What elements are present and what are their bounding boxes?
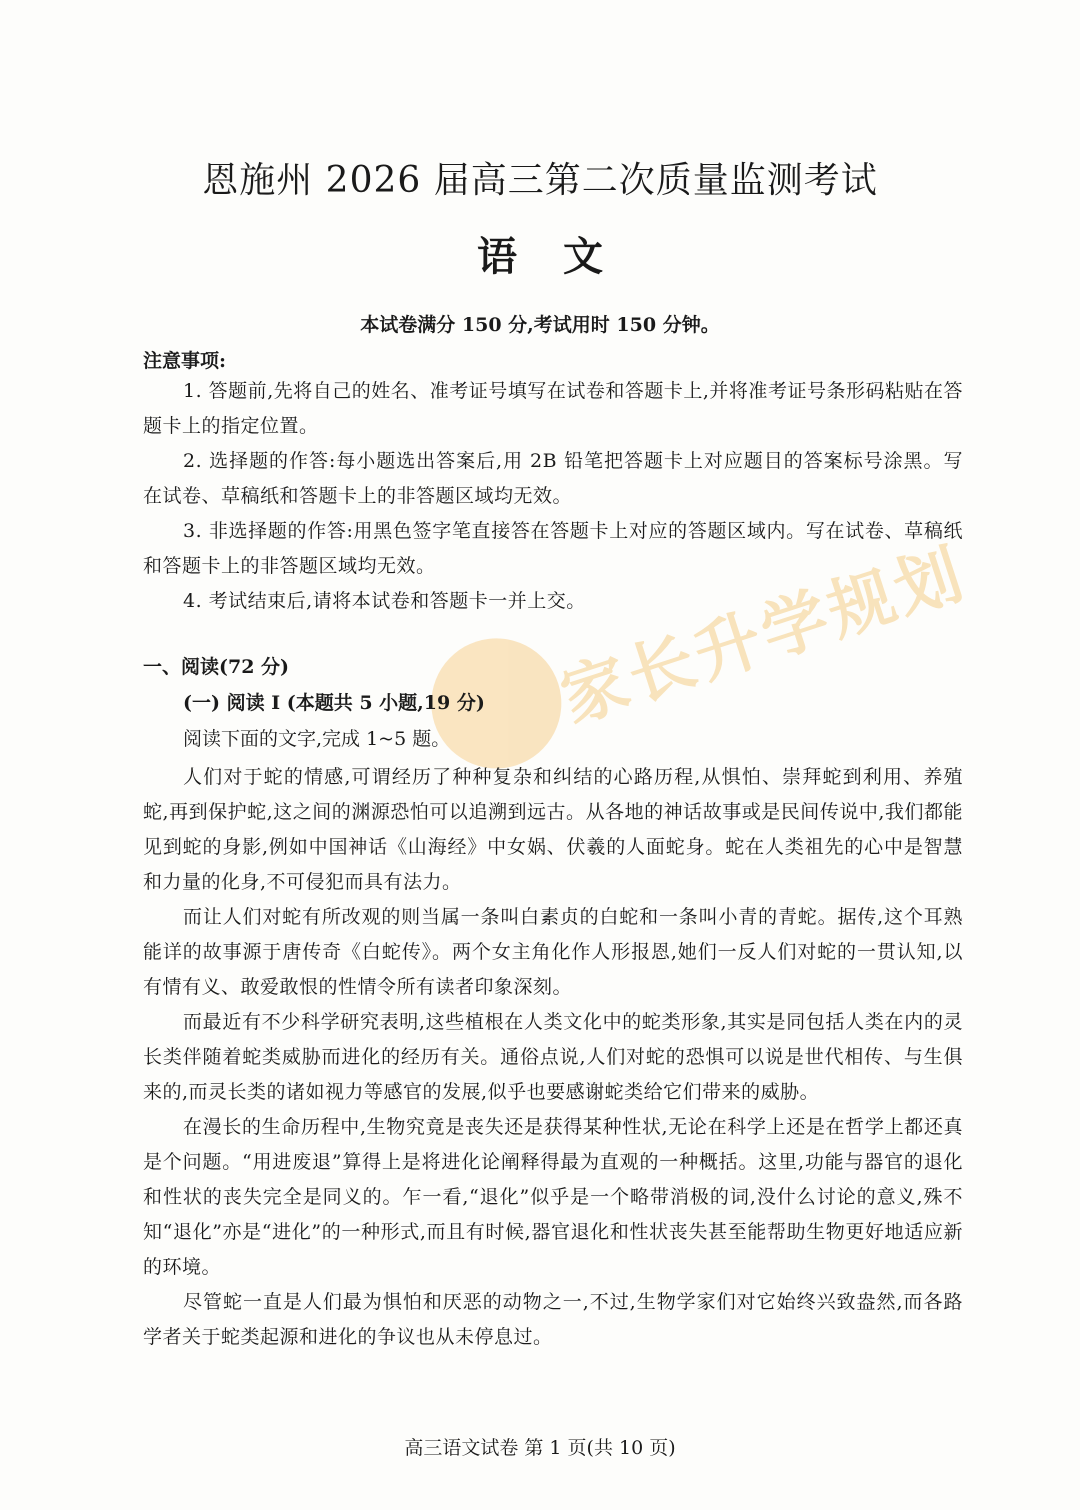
subject-title: 语文 xyxy=(477,233,649,280)
sub-section-heading: (一) 阅读 Ⅰ (本题共 5 小题,19 分) xyxy=(183,692,485,714)
passage-paragraph: 在漫长的生命历程中,生物究竟是丧失还是获得某种性状,无论在科学上还是在哲学上都还真是个问题。“用进废退”算得上是将进化论阐释得最为直观的一种概括。这里,功能与器官的退化和性状的丧失完全是同义的。乍一看,“退化”似乎是一个略带消极的词,没什么讨论的意义,殊不知“退化”亦是“进化”的一种形式,而且有时候,器官退化和性状丧失甚至能帮助生物更好地适应新的环境。 xyxy=(143,1116,963,1278)
notice-heading: 注意事项: xyxy=(143,350,227,372)
passage-paragraph: 人们对于蛇的情感,可谓经历了种种复杂和纠结的心路历程,从惧怕、崇拜蛇到利用、养殖蛇,再到保护蛇,这之间的渊源恐怕可以追溯到远古。从各地的神话故事或是民间传说中,我们都能见到蛇的身影,例如中国神话《山海经》中女娲、伏羲的人面蛇身。蛇在人类祖先的心中是智慧和力量的化身,不可侵犯而具有法力。 xyxy=(143,766,963,893)
notice-item: 2. 选择题的作答:每小题选出答案后,用 2B 铅笔把答题卡上对应题目的答案标号涂黑。写在试卷、草稿纸和答题卡上的非答题区域均无效。 xyxy=(143,450,963,507)
notice-list xyxy=(143,374,963,619)
section-heading: 一、阅读(72 分) xyxy=(143,656,290,678)
exam-info: 本试卷满分 150 分,考试用时 150 分钟。 xyxy=(360,314,720,336)
reading-passage xyxy=(143,760,963,1355)
passage-paragraph: 尽管蛇一直是人们最为惧怕和厌恶的动物之一,不过,生物学家们对它始终兴致盎然,而各路学者关于蛇类起源和进化的争议也从未停息过。 xyxy=(143,1291,963,1348)
notice-item: 3. 非选择题的作答:用黑色签字笔直接答在答题卡上对应的答题区域内。写在试卷、草稿纸和答题卡上的非答题区域均无效。 xyxy=(143,520,963,577)
passage-paragraph: 而最近有不少科学研究表明,这些植根在人类文化中的蛇类形象,其实是同包括人类在内的灵长类伴随着蛇类威胁而进化的经历有关。通俗点说,人们对蛇的恐惧可以说是世代相传、与生俱来的,而灵长类的诸如视力等感官的发展,似乎也要感谢蛇类给它们带来的威胁。 xyxy=(143,1011,963,1103)
notice-item: 1. 答题前,先将自己的姓名、准考证号填写在试卷和答题卡上,并将准考证号条形码粘贴在答题卡上的指定位置。 xyxy=(143,380,963,437)
exam-title: 恩施州 2026 届高三第二次质量监测考试 xyxy=(202,160,878,201)
reading-instruction: 阅读下面的文字,完成 1~5 题。 xyxy=(183,728,451,750)
passage-paragraph: 而让人们对蛇有所改观的则当属一条叫白素贞的白蛇和一条叫小青的青蛇。据传,这个耳熟能详的故事源于唐传奇《白蛇传》。两个女主角化作人形报恩,她们一反人们对蛇的一贯认知,以有情有义、敢爱敢恨的性情令所有读者印象深刻。 xyxy=(143,906,963,998)
page-footer: 高三语文试卷 第 1 页(共 10 页) xyxy=(404,1437,676,1459)
watermark-text: 家长升学规划 xyxy=(551,534,976,738)
notice-item: 4. 考试结束后,请将本试卷和答题卡一并上交。 xyxy=(183,590,586,612)
